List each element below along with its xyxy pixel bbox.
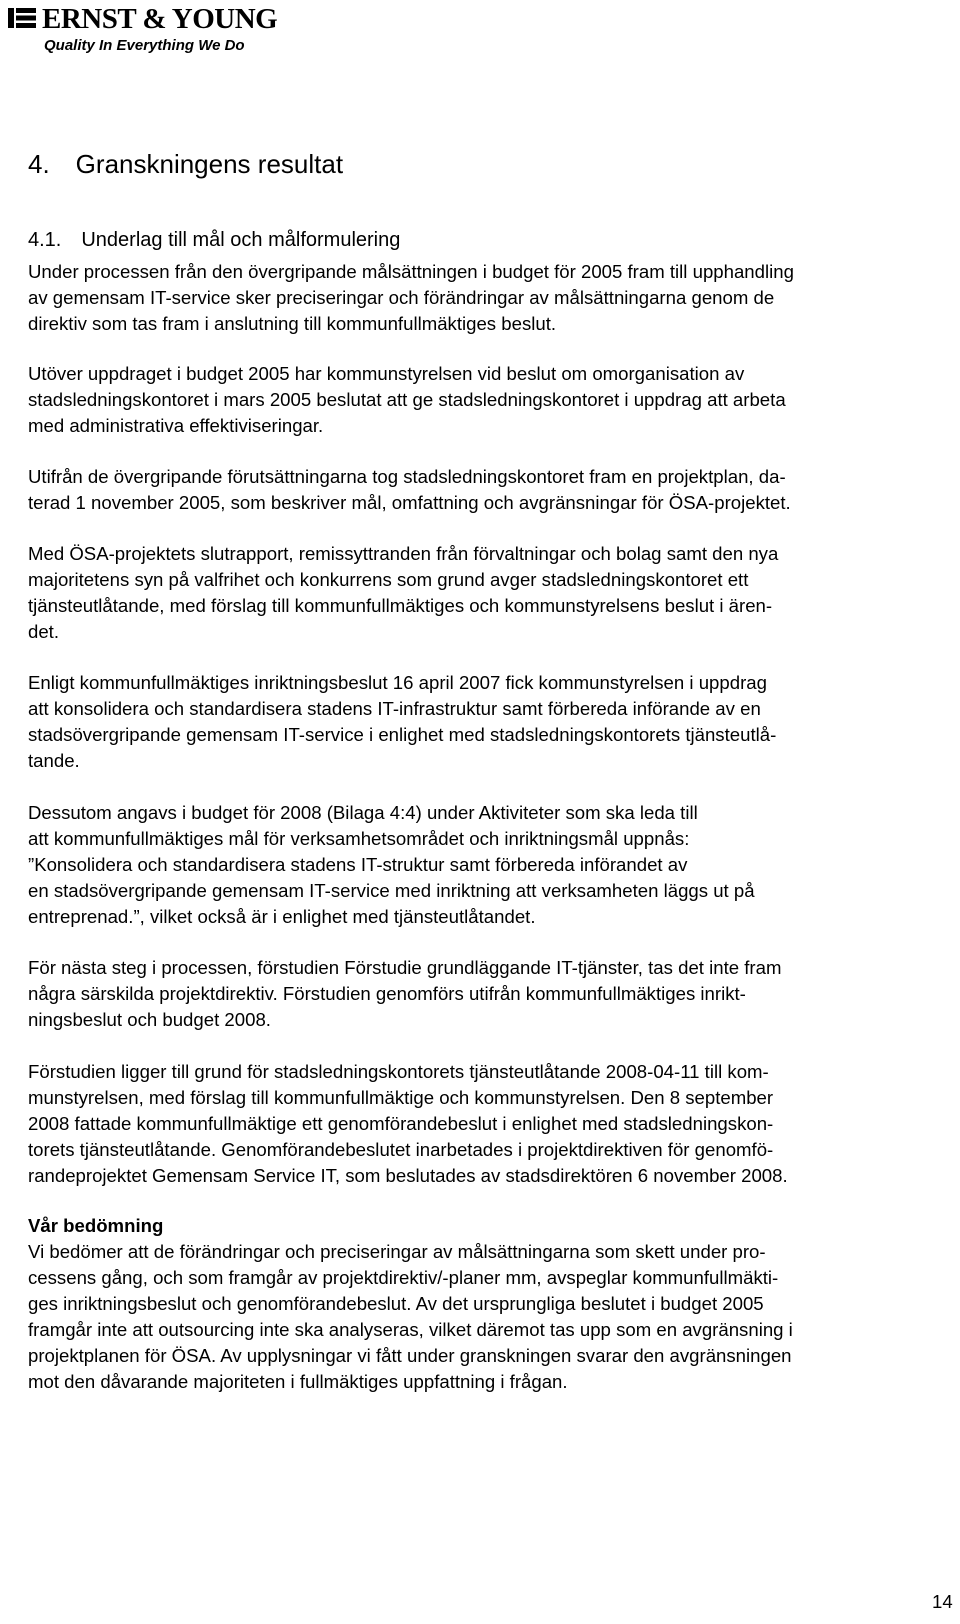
text-line: Utifrån de övergripande förutsättningarna tog stadsledningskontoret fram en projektplan, da-	[28, 466, 786, 487]
subsection-heading: 4.1. Underlag till mål och målformulering	[28, 229, 401, 251]
paragraph-5	[28, 670, 958, 774]
text-line: Vi bedömer att de förändringar och preciseringar av målsättningarna som skett under pro-	[28, 1241, 766, 1262]
assessment-title: Vår bedömning	[28, 1215, 164, 1236]
text-line: Dessutom angavs i budget för 2008 (Bilaga 4:4) under Aktiviteter som ska leda till	[28, 802, 698, 823]
page-number: 14	[932, 1591, 953, 1612]
text-line: av gemensam IT-service sker preciseringar och förändringar av målsättningarna genom de	[28, 287, 775, 308]
text-line: stadsövergripande gemensam IT-service i enlighet med stadsledningskontorets tjänsteutlå-	[28, 724, 777, 745]
paragraph-6	[28, 800, 958, 930]
text-line: munstyrelsen, med förslag till kommunfullmäktige och kommunstyrelsen. Den 8 september	[28, 1087, 774, 1108]
text-line: att kommunfullmäktiges mål för verksamhetsområdet och inriktningsmål uppnås:	[28, 828, 690, 849]
text-line: att konsolidera och standardisera stadens IT-infrastruktur samt förbereda införande av en	[28, 698, 761, 719]
text-line: terad 1 november 2005, som beskriver mål, omfattning och avgränsningar för ÖSA-projektet.	[28, 492, 791, 513]
text-line: några särskilda projektdirektiv. Förstudien genomförs utifrån kommunfullmäktiges inrikt-	[28, 983, 746, 1004]
assessment-section	[28, 1213, 958, 1395]
text-line: ges inriktningsbeslut och genomförandebeslut. Av det ursprungliga beslutet i budget 2005	[28, 1293, 764, 1314]
text-line: med administrativa effektiviseringar.	[28, 415, 324, 436]
text-line: majoritetens syn på valfrihet och konkurrens som grund avger stadsledningskontoret ett	[28, 569, 749, 590]
ey-logo-mark-icon	[8, 6, 38, 30]
section-heading: 4. Granskningens resultat	[28, 149, 344, 179]
text-line: Utöver uppdraget i budget 2005 har kommunstyrelsen vid beslut om omorganisation av	[28, 363, 745, 384]
text-line: mot den dåvarande majoriteten i fullmäktiges uppfattning i frågan.	[28, 1371, 568, 1392]
text-line: entreprenad.”, vilket också är i enlighet med tjänsteutlåtandet.	[28, 906, 536, 927]
paragraph-7	[28, 955, 958, 1033]
paragraph-4	[28, 541, 958, 645]
paragraph-2	[28, 361, 958, 439]
ernst-young-logo	[8, 2, 278, 58]
paragraph-8	[28, 1059, 958, 1189]
text-line: torets tjänsteutlåtande. Genomförandebeslutet inarbetades i projektdirektiven för genomfö-	[28, 1139, 774, 1160]
text-line: ningsbeslut och budget 2008.	[28, 1009, 271, 1030]
text-line: För nästa steg i processen, förstudien Förstudie grundläggande IT-tjänster, tas det inte fram	[28, 957, 782, 978]
logo-tagline: Quality In Everything We Do	[44, 37, 245, 54]
text-line: direktiv som tas fram i anslutning till kommunfullmäktiges beslut.	[28, 313, 557, 334]
paragraph-3	[28, 464, 958, 516]
text-line: stadsledningskontoret i mars 2005 beslutat att ge stadsledningskontoret i uppdrag att arbeta	[28, 389, 786, 410]
logo-brand-text: ERNST & YOUNG	[42, 3, 278, 35]
text-line: tjänsteutlåtande, med förslag till kommunfullmäktiges och kommunstyrelsens beslut i ären-	[28, 595, 773, 616]
text-line: ”Konsolidera och standardisera stadens IT-struktur samt förbereda införandet av	[28, 854, 688, 875]
text-line: cessens gång, och som framgår av projektdirektiv/-planer mm, avspeglar kommunfullmäkti-	[28, 1267, 779, 1288]
text-line: 2008 fattade kommunfullmäktige ett genomförandebeslut i enlighet med stadsledningskon-	[28, 1113, 774, 1134]
text-line: Enligt kommunfullmäktiges inriktningsbeslut 16 april 2007 fick kommunstyrelsen i uppdrag	[28, 672, 767, 693]
text-line: Förstudien ligger till grund för stadsledningskontorets tjänsteutlåtande 2008-04-11 till kom-	[28, 1061, 769, 1082]
text-line: tande.	[28, 750, 80, 771]
text-line: det.	[28, 621, 60, 642]
text-line: randeprojektet Gemensam Service IT, som beslutades av stadsdirektören 6 november 2008.	[28, 1165, 788, 1186]
text-line: Med ÖSA-projektets slutrapport, remissyttranden från förvaltningar och bolag samt den nya	[28, 543, 779, 564]
text-line: Under processen från den övergripande målsättningen i budget för 2005 fram till upphandling	[28, 261, 794, 282]
text-line: projektplanen för ÖSA. Av upplysningar vi fått under granskningen svarar den avgränsningen	[28, 1345, 792, 1366]
text-line: en stadsövergripande gemensam IT-service med inriktning att verksamheten läggs ut på	[28, 880, 755, 901]
text-line: framgår inte att outsourcing inte ska analyseras, vilket däremot tas upp som en avgränsning i	[28, 1319, 793, 1340]
paragraph-1	[28, 259, 958, 337]
